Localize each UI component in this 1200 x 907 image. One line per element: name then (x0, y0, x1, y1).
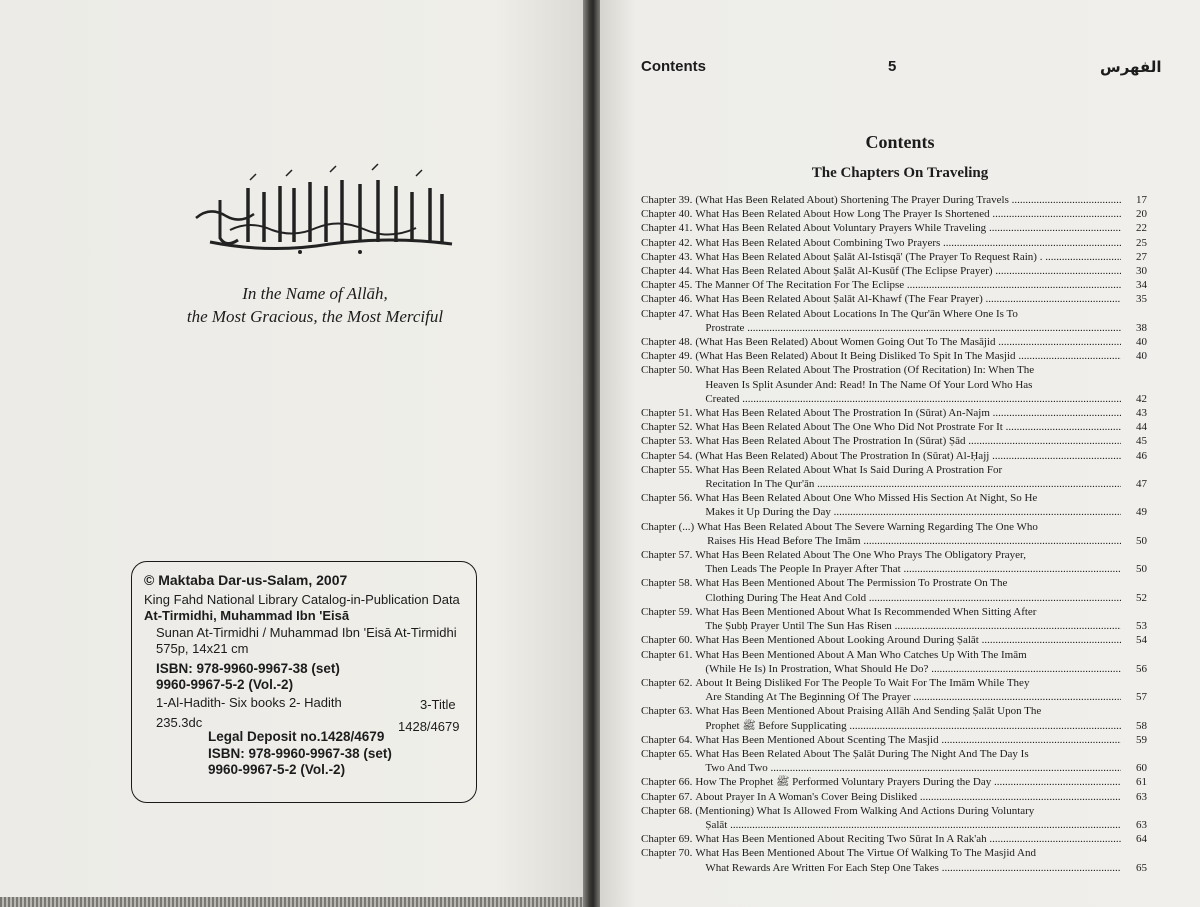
chapter-title-line: What Has Been Related About The Prostration In (Sūrat) An-Najm ..... (695, 406, 1121, 420)
chapter-title-line: Raises His Head Before The Imām ..... (697, 534, 1121, 548)
chapter-number: Chapter 43. (641, 250, 693, 263)
isbn-vol-line-2: 9960-9967-5-2 (Vol.-2) (208, 762, 346, 777)
chapter-title (692, 449, 1121, 463)
chapter-title (692, 264, 1121, 278)
chapter-title-line: (While He Is) In Prostration, What Should He Do? ..... (695, 662, 1121, 676)
chapter-title (692, 676, 1121, 704)
chapter-title-line: What Has Been Mentioned About Reciting Two Sūrat In A Rak'ah ..... (695, 832, 1121, 846)
chapter-page-number: 45 (1136, 435, 1147, 448)
chapter-title-line: What Has Been Related About Combining Two Prayers ..... (695, 236, 1121, 250)
toc-entry (641, 434, 1147, 448)
chapter-page-number: 65 (1136, 861, 1147, 874)
chapter-title (692, 406, 1121, 420)
chapter-page-number: 64 (1136, 833, 1147, 846)
chapter-title-line: What Has Been Related About The One Who Did Not Prostrate For It ..... (695, 420, 1121, 434)
toc-entry (641, 648, 1147, 676)
toc-entry (641, 264, 1147, 278)
toc-entry (641, 349, 1147, 363)
chapter-title-line: What Has Been Related About Ṣalāt Al-Kusūf (The Eclipse Prayer) ..... (695, 264, 1121, 278)
basmala-line-2: the Most Gracious, the Most Merciful (186, 307, 444, 326)
chapter-number: Chapter 50. (641, 364, 693, 377)
chapter-page-number: 40 (1136, 350, 1147, 363)
toc-entry (641, 335, 1147, 349)
chapter-title (692, 335, 1121, 349)
toc-entry (641, 278, 1147, 292)
chapter-title (692, 576, 1121, 604)
chapter-page-number: 30 (1136, 265, 1147, 278)
chapter-page-number: 35 (1136, 293, 1147, 306)
chapter-title (692, 250, 1121, 264)
chapter-number: Chapter 52. (641, 421, 693, 434)
chapter-title-line: What Has Been Related About Ṣalāt Al-Khawf (The Fear Prayer) ..... (695, 292, 1121, 306)
chapter-title-line: (Mentioning) What Is Allowed From Walking And Actions During Voluntary (695, 804, 1035, 817)
chapter-title-line: What Has Been Mentioned About A Man Who Catches Up With The Imām (695, 648, 1027, 661)
chapter-title-line: Two And Two ..... (695, 761, 1121, 775)
chapter-title-line: Makes it Up During the Day ..... (695, 505, 1121, 519)
subjects-line: 1-Al-Hadith- Six books 2- Hadith (156, 695, 342, 710)
section-title: The Chapters On Traveling (811, 165, 989, 181)
chapter-title-line: The Ṣubḥ Prayer Until The Sun Has Risen ..... (695, 619, 1121, 633)
chapter-number: Chapter 57. (641, 549, 693, 562)
chapter-title-line: Created ..... (695, 392, 1121, 406)
toc-entry (641, 846, 1147, 874)
basmala-calligraphy (190, 158, 460, 258)
chapter-number: Chapter 61. (641, 648, 693, 661)
chapter-title (692, 790, 1121, 804)
chapter-number: Chapter (...) (641, 520, 695, 533)
chapter-number: Chapter 67. (641, 790, 693, 803)
toc-entry (641, 491, 1147, 519)
chapter-number: Chapter 56. (641, 492, 693, 505)
library-line: King Fahd National Library Catalog-in-Publication Data (144, 592, 460, 607)
dewey-line: 235.3dc (156, 715, 203, 730)
chapter-number: Chapter 47. (641, 307, 693, 320)
pages-line: 575p, 14x21 cm (156, 641, 249, 656)
chapter-title-line: Ṣalāt ..... (695, 818, 1121, 832)
chapter-page-number: 49 (1136, 506, 1147, 519)
chapter-number: Chapter 60. (641, 634, 693, 647)
chapter-number: Chapter 70. (641, 847, 693, 860)
toc-entry (641, 307, 1147, 335)
chapter-title-line: What Rewards Are Written For Each Step One Takes ..... (695, 861, 1121, 875)
isbn-set-line-2: ISBN: 978-9960-9967-38 (set) (208, 746, 392, 761)
chapter-title-line: What Has Been Related About The Severe Warning Regarding The One Who (697, 520, 1038, 533)
chapter-page-number: 40 (1136, 336, 1147, 349)
chapter-title-line: What Has Been Related About The Ṣalāt During The Night And The Day Is (695, 747, 1029, 760)
chapter-number: Chapter 69. (641, 833, 693, 846)
chapter-title (692, 733, 1121, 747)
chapter-title-line: What Has Been Related About One Who Missed His Section At Night, So He (695, 492, 1038, 505)
toc-entry (641, 406, 1147, 420)
chapter-page-number: 46 (1136, 449, 1147, 462)
chapter-number: Chapter 58. (641, 577, 693, 590)
chapter-title-line: Then Leads The People In Prayer After That ..... (695, 562, 1121, 576)
chapter-title (692, 207, 1121, 221)
chapter-title-line: What Has Been Mentioned About Scenting The Masjid ..... (695, 733, 1121, 747)
chapter-number: Chapter 45. (641, 279, 693, 292)
chapter-number: Chapter 53. (641, 435, 693, 448)
chapter-title (692, 832, 1121, 846)
toc-entry (641, 292, 1147, 306)
toc-entry (641, 520, 1147, 548)
chapter-number: Chapter 62. (641, 676, 693, 689)
chapter-title (694, 520, 1121, 548)
left-page (0, 0, 583, 907)
chapter-title-line: What Has Been Related About How Long The Prayer Is Shortened ..... (695, 207, 1121, 221)
chapter-page-number: 44 (1136, 421, 1147, 434)
toc-entry (641, 804, 1147, 832)
chapter-number: Chapter 54. (641, 449, 693, 462)
chapter-title-line: What Has Been Related About The One Who Prays The Obligatory Prayer, (695, 549, 1027, 562)
chapter-title-line: What Has Been Related About The Prostration (Of Recitation) In: When The (695, 364, 1035, 377)
page-number: 5 (888, 58, 897, 75)
chapter-number: Chapter 66. (641, 776, 693, 789)
chapter-number: Chapter 42. (641, 236, 693, 249)
chapter-title (692, 193, 1121, 207)
chapter-title-line: Are Standing At The Beginning Of The Prayer ..... (695, 690, 1121, 704)
chapter-number: Chapter 49. (641, 350, 693, 363)
toc-entry (641, 221, 1147, 235)
chapter-title (692, 491, 1121, 519)
deposit-number: 1428/4679 (398, 719, 460, 734)
author-line: At-Tirmidhi, Muhammad Ibn 'Eisā (144, 608, 350, 623)
legal-deposit-line: Legal Deposit no.1428/4679 (208, 729, 385, 744)
toc-entry (641, 605, 1147, 633)
toc-entry (641, 790, 1147, 804)
chapter-number: Chapter 65. (641, 747, 693, 760)
contents-title: Contents (865, 132, 935, 152)
chapter-page-number: 52 (1136, 591, 1147, 604)
isbn-set-line: ISBN: 978-9960-9967-38 (set) (156, 661, 340, 676)
chapter-title-line: What Has Been Related About Locations In The Qur'ān Where One Is To (695, 307, 1018, 320)
subject-title: 3-Title (420, 697, 456, 712)
chapter-page-number: 27 (1136, 250, 1147, 263)
chapter-page-number: 60 (1136, 762, 1147, 775)
chapter-title-line: Clothing During The Heat And Cold ..... (695, 591, 1121, 605)
chapter-number: Chapter 68. (641, 804, 693, 817)
chapter-page-number: 22 (1136, 222, 1147, 235)
chapter-title-line: What Has Been Related About The Prostration In (Sūrat) Ṣād ..... (695, 434, 1121, 448)
chapter-title-line: About Prayer In A Woman's Cover Being Disliked ..... (695, 790, 1121, 804)
chapter-title (692, 420, 1121, 434)
chapter-title-line: What Has Been Mentioned About Looking Around During Ṣalāt ..... (695, 633, 1121, 647)
chapter-number: Chapter 51. (641, 407, 693, 420)
chapter-title (692, 221, 1121, 235)
running-header-left: Contents (641, 58, 706, 75)
chapter-number: Chapter 44. (641, 265, 693, 278)
chapter-title-line: Heaven Is Split Asunder And: Read! In The Name Of Your Lord Who Has (705, 378, 1033, 391)
chapter-title (692, 434, 1121, 448)
chapter-page-number: 42 (1136, 392, 1147, 405)
chapter-page-number: 54 (1136, 634, 1147, 647)
chapter-page-number: 38 (1136, 321, 1147, 334)
toc-entry (641, 363, 1147, 406)
chapter-title (692, 363, 1121, 406)
chapter-title-line: Recitation In The Qur'ān ..... (695, 477, 1121, 491)
chapter-title (692, 236, 1121, 250)
copyright-line: © Maktaba Dar-us-Salam, 2007 (144, 572, 348, 588)
chapter-title (692, 804, 1121, 832)
chapter-title-line: (What Has Been Related) About It Being Disliked To Spit In The Masjid ..... (695, 349, 1121, 363)
cataloging-box (131, 561, 477, 803)
toc-entry (641, 236, 1147, 250)
toc-entry (641, 548, 1147, 576)
toc-entry (641, 733, 1147, 747)
chapter-number: Chapter 40. (641, 208, 693, 221)
chapter-page-number: 56 (1136, 662, 1147, 675)
chapter-title (692, 633, 1121, 647)
chapter-title-line: (What Has Been Related About) Shortening The Prayer During Travels ..... (695, 193, 1121, 207)
chapter-title-line: (What Has Been Related) About The Prostration In (Sūrat) Al-Ḥajj ..... (695, 449, 1121, 463)
chapter-number: Chapter 41. (641, 222, 693, 235)
chapter-title (692, 605, 1121, 633)
toc-entry (641, 250, 1147, 264)
chapter-title (692, 846, 1121, 874)
chapter-number: Chapter 46. (641, 293, 693, 306)
chapter-title (692, 648, 1121, 676)
chapter-number: Chapter 39. (641, 194, 693, 206)
chapter-title-line: About It Being Disliked For The People To Wait For The Imām While They (695, 676, 1030, 689)
toc-entry (641, 449, 1147, 463)
chapter-title-line: What Has Been Mentioned About Praising Allāh And Sending Ṣalāt Upon The (695, 705, 1042, 718)
chapter-title (692, 278, 1121, 292)
toc-entry (641, 775, 1147, 789)
toc-entry (641, 633, 1147, 647)
toc-entry (641, 207, 1147, 221)
toc-entry (641, 704, 1147, 732)
chapter-title-line: The Manner Of The Recitation For The Eclipse ..... (695, 278, 1121, 292)
chapter-page-number: 50 (1136, 563, 1147, 576)
chapter-number: Chapter 59. (641, 605, 693, 618)
isbn-vol-line: 9960-9967-5-2 (Vol.-2) (156, 677, 294, 692)
chapter-page-number: 20 (1136, 208, 1147, 221)
chapter-page-number: 59 (1136, 733, 1147, 746)
basmala-translation (140, 282, 490, 328)
chapter-title-line: (What Has Been Related) About Women Going Out To The Masājid ..... (695, 335, 1121, 349)
toc-entry (641, 832, 1147, 846)
chapter-title-line: What Has Been Mentioned About The Permission To Prostrate On The (695, 577, 1008, 590)
chapter-page-number: 63 (1136, 790, 1147, 803)
chapter-title-line: What Has Been Related About Voluntary Prayers While Traveling ..... (695, 221, 1121, 235)
chapter-title-line: What Has Been Mentioned About The Virtue Of Walking To The Masjid And (695, 847, 1037, 860)
toc-entry (641, 193, 1147, 207)
chapter-title-line: What Has Been Related About Ṣalāt Al-Istisqā' (The Prayer To Request Rain) . ..... (695, 250, 1121, 264)
chapter-page-number: 63 (1136, 818, 1147, 831)
chapter-page-number: 53 (1136, 620, 1147, 633)
toc-entry (641, 420, 1147, 434)
table-of-contents (641, 193, 1147, 875)
chapter-title-line: How The Prophet ﷺ Performed Voluntary Prayers During the Day ..... (695, 775, 1121, 789)
title-line: Sunan At-Tirmidhi / Muhammad Ibn 'Eisā At-Tirmidhi (156, 625, 457, 640)
chapter-number: Chapter 63. (641, 705, 693, 718)
chapter-page-number: 17 (1136, 194, 1147, 206)
chapter-title-line: Prophet ﷺ Before Supplicating ..... (695, 719, 1121, 733)
toc-entry (641, 747, 1147, 775)
chapter-page-number: 50 (1136, 534, 1147, 547)
chapter-title (692, 747, 1121, 775)
chapter-title-line: Prostrate ..... (695, 321, 1121, 335)
chapter-title-line: What Has Been Mentioned About What Is Recommended When Sitting After (695, 605, 1037, 618)
chapter-page-number: 58 (1136, 719, 1147, 732)
chapter-title (692, 349, 1121, 363)
chapter-title (692, 704, 1121, 732)
chapter-page-number: 61 (1136, 776, 1147, 789)
book-gutter (583, 0, 600, 907)
running-header-arabic: الفهرس (1100, 58, 1162, 76)
toc-entry (641, 463, 1147, 491)
chapter-page-number: 43 (1136, 407, 1147, 420)
toc-entry (641, 576, 1147, 604)
chapter-title (692, 307, 1121, 335)
chapter-title (692, 463, 1121, 491)
toc-entry (641, 676, 1147, 704)
basmala-line-1: In the Name of Allāh, (242, 284, 388, 303)
chapter-page-number: 47 (1136, 478, 1147, 491)
chapter-page-number: 34 (1136, 279, 1147, 292)
chapter-page-number: 25 (1136, 236, 1147, 249)
chapter-title (692, 548, 1121, 576)
page-edge (0, 897, 583, 907)
chapter-number: Chapter 55. (641, 463, 693, 476)
chapter-number: Chapter 64. (641, 733, 693, 746)
chapter-title-line: What Has Been Related About What Is Said During A Prostration For (695, 463, 1003, 476)
chapter-page-number: 57 (1136, 691, 1147, 704)
chapter-title (692, 292, 1121, 306)
chapter-title (692, 775, 1121, 789)
chapter-number: Chapter 48. (641, 336, 693, 349)
